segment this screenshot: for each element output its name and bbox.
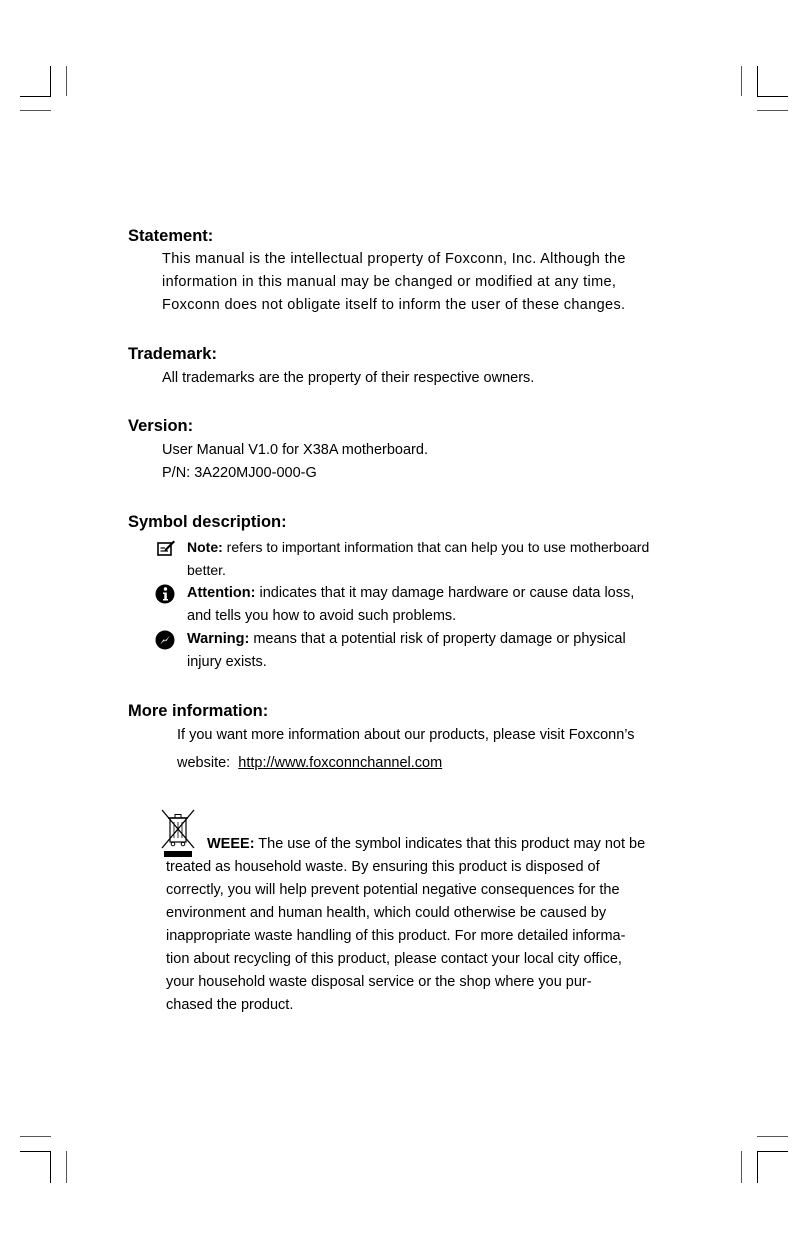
warning-text-continued: injury exists. [187, 654, 267, 670]
weee-line: your household waste disposal service or the shop where you pur- [166, 974, 592, 990]
statement-line: Foxconn does not obligate itself to inform the user of these changes. [162, 297, 626, 313]
weee-first-line [207, 833, 645, 856]
trademark-text: All trademarks are the property of their respective owners. [162, 370, 535, 386]
warning-text: means that a potential risk of property damage or physical [249, 631, 626, 647]
attention-label: Attention: [187, 585, 256, 601]
weee-line: correctly, you will help prevent potential negative consequences for the [166, 882, 620, 898]
weee-line: environment and human health, which could otherwise be caused by [166, 905, 607, 921]
weee-line: chased the product. [166, 997, 294, 1013]
info-circle-icon [155, 584, 175, 604]
crop-mark-tl-vertical-2 [66, 66, 67, 96]
warning-bolt-icon [155, 630, 175, 650]
weee-label: WEEE: [207, 836, 255, 852]
crossed-bin-icon [160, 808, 196, 858]
note-label: Note: [187, 539, 223, 555]
more-information-heading: More information: [128, 702, 269, 720]
crop-mark-bl-vertical-2 [66, 1151, 67, 1183]
statement-line: information in this manual may be changed or modified at any time, [162, 274, 617, 290]
crop-mark-bl-horizontal-2 [20, 1136, 51, 1137]
weee-line: treated as household waste. By ensuring this product is disposed of [166, 859, 600, 875]
crop-mark-tr-vertical-2 [741, 66, 742, 96]
attention-text-continued: and tells you how to avoid such problems. [187, 608, 457, 624]
crop-mark-br-vertical-2 [741, 1151, 742, 1183]
statement-body [162, 248, 626, 317]
more-info-line: If you want more information about our products, please visit Foxconn’s [177, 727, 635, 743]
statement-line: This manual is the intellectual property of Foxconn, Inc. Although the [162, 251, 626, 267]
attention-item [187, 582, 634, 628]
part-number: P/N: 3A220MJ00-000-G [162, 465, 317, 481]
crop-mark-br-horizontal-2 [757, 1136, 788, 1137]
version-line: User Manual V1.0 for X38A motherboard. [162, 442, 428, 458]
note-pen-icon [156, 538, 176, 558]
crop-mark-bl-horizontal [20, 1151, 51, 1152]
trademark-heading: Trademark: [128, 345, 217, 363]
crop-mark-tl-horizontal-2 [20, 110, 51, 111]
crop-mark-bl-vertical [50, 1151, 51, 1183]
website-label: website: [177, 755, 231, 771]
attention-text: indicates that it may damage hardware or cause data loss, [255, 585, 635, 601]
warning-label: Warning: [187, 631, 250, 647]
statement-heading: Statement: [128, 227, 214, 245]
crop-mark-br-horizontal [757, 1151, 788, 1152]
version-body [162, 439, 428, 485]
crop-mark-br-vertical [757, 1151, 758, 1183]
website-line [177, 752, 442, 775]
crop-mark-tl-vertical [50, 66, 51, 96]
crop-mark-tr-horizontal-2 [757, 110, 788, 111]
crop-mark-tr-vertical [757, 66, 758, 96]
crop-mark-tl-horizontal [20, 96, 51, 97]
symbol-description-heading: Symbol description: [128, 513, 287, 531]
crop-mark-tr-horizontal [757, 96, 788, 97]
warning-item [187, 628, 626, 674]
weee-body [166, 856, 625, 1017]
version-heading: Version: [128, 417, 194, 435]
weee-line: inappropriate waste handling of this product. For more detailed informa- [166, 928, 626, 944]
note-text: refers to important information that can help you to use motherboard [222, 539, 650, 555]
note-item [187, 536, 649, 582]
weee-line: tion about recycling of this product, please contact your local city office, [166, 951, 622, 967]
website-link[interactable]: http://www.foxconnchannel.com [238, 755, 443, 771]
weee-text: The use of the symbol indicates that this product may not be [254, 836, 646, 852]
note-text-continued: better. [187, 562, 226, 578]
